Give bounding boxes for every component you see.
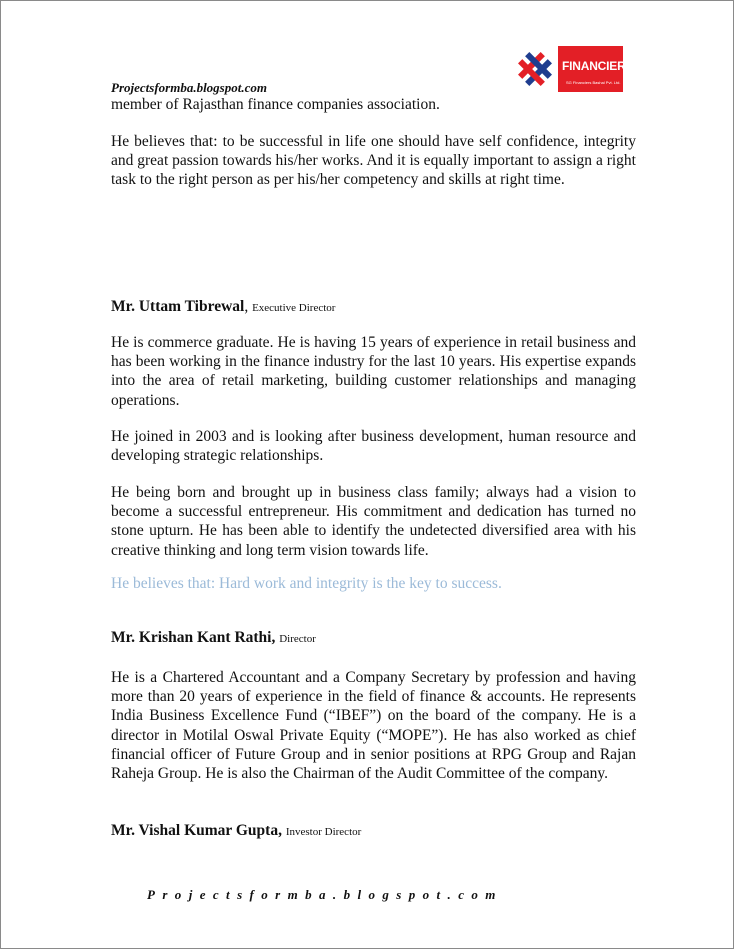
paragraph-uttam-joined: He joined in 2003 and is looking after business development, human resource and developing strategic relationships. (111, 428, 636, 465)
person-name: Mr. Uttam Tibrewal (111, 298, 245, 315)
person-role: Director (279, 633, 316, 645)
paragraph-belief: He believes that: to be successful in life one should have self confidence, integrity and great passion towards his/her works. And it is equally important to assign a right task to the right person as per his/her competency and skills at right time. (111, 133, 636, 189)
logo-mark-icon (512, 46, 558, 92)
person-heading-uttam (111, 297, 335, 318)
person-name: Mr. Krishan Kant Rathi, (111, 629, 276, 646)
paragraph-association: member of Rajasthan finance companies association. (111, 96, 440, 113)
paragraph-uttam-vision: He being born and brought up in business class family; always had a vision to become a successful entrepreneur. His commitment and dedication has turned no stone upturn. He has been able to identify the undetected diversified area with his creative thinking and long term vision towards life. (111, 484, 636, 559)
person-heading-vishal (111, 821, 361, 842)
paragraph-krishan-profile: He is a Chartered Accountant and a Company Secretary by profession and having more than 20 years of experience in the field of finance & accounts. He represents India Business Excellence Fund (“IBEF”) on the board of the company. He is a director in Motilal Oswal Private Equity (“MOPE”). He has also worked as chief financial officer of Future Group and in senior positions at RPG Group and Rajan Raheja Group. He is also the Chairman of the Audit Committee of the company. (111, 669, 636, 783)
header-site-name: Projectsformba.blogspot.com (111, 80, 267, 95)
person-separator: , (244, 298, 253, 315)
company-logo (512, 46, 633, 92)
paragraph-uttam-experience: He is commerce graduate. He is having 15 years of experience in retail business and has been working in the finance industry for the last 10 years. His expertise expands into the area of retail marketing, building customer relationships and managing operations. (111, 334, 636, 409)
person-role: Executive Director (252, 302, 336, 314)
person-role: Investor Director (285, 826, 362, 838)
logo-brand: FINANCIERs (562, 59, 633, 73)
logo-text-block (558, 46, 633, 92)
paragraph-uttam-quote: He believes that: Hard work and integrity is the key to success. (111, 575, 502, 592)
logo-tagline: SG Financiers Bashal Pvt. Ltd. (566, 80, 621, 85)
person-heading-krishan (111, 628, 316, 649)
footer-site-name: Projectsformba.blogspot.com (147, 887, 503, 902)
person-name: Mr. Vishal Kumar Gupta, (111, 822, 282, 839)
